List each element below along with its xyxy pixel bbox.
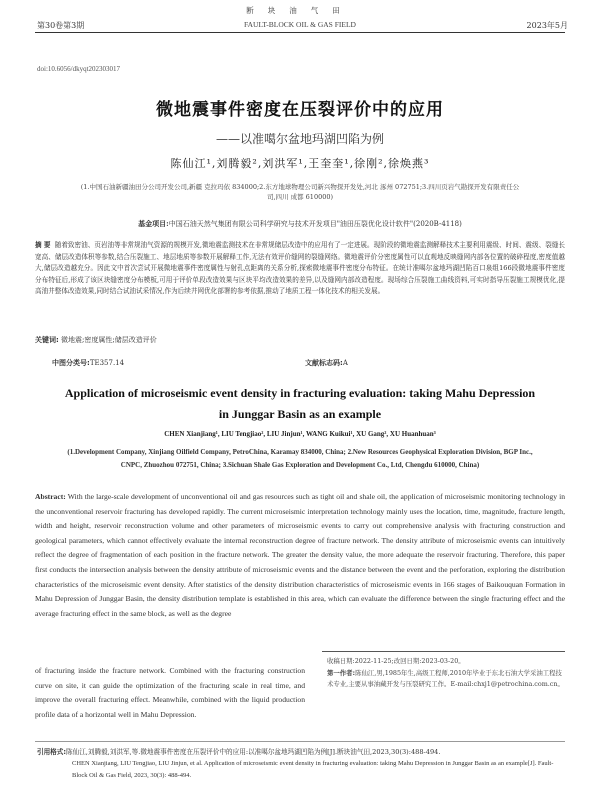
fund-line xyxy=(0,219,600,229)
authors-en: CHEN Xianjiang¹, LIU Tengjiao², LIU Jinjun¹, WANG Kuikui¹, XU Gang², XU Huanhuan³ xyxy=(164,430,436,438)
authors-cn: 陈仙江¹,刘腾毅²,刘洪军¹,王奎奎¹,徐刚²,徐焕燕³ xyxy=(170,157,430,170)
clc-label: 中图分类号: xyxy=(52,359,90,367)
abstract-text-en: With the large-scale development of unconventional oil and gas resources such as tight oil and shale oil, the application of microseismic monitoring technology in the unconventional reservoir fracturing has developed rapidly. The current microseismic interpretation technology mainly uses the location, time, magnitude, fracture length, width and height, reservoir reconstruction volume and other parameters of microseismic events to carry out comprehensive analysis with fracturing construction and geological parameters, which cannot effectively evaluate the internal reconstruction degree of fracture network. The density attribute of microseismic events can intuitively reflect the degree of fragmentation of each position in the fracture network. The greater the density value, the more adequate the reservoir fracturing. Therefore, this paper first conducts the intersection analysis between the density attribute of microseismic events and the distance between the event and the perforation, exploring the distribution characteristics of the microseismic event density. After statistics of the density distribution characteristics of microseismic events in 166 stages of Baikouquan Formation in Mahu Depression of Junggar Basin, the density distribution template is established in this area, which can evaluate the difference between the single fracturing effect and the average fracturing effect in the same block, as well as the degree xyxy=(35,492,565,618)
keywords-label: 关键词: xyxy=(35,336,59,344)
citation-cn xyxy=(37,746,565,756)
affiliation-en: (1.Development Company, Xinjiang Oilfield Company, PetroChina, Karamay 834000, China; 2.New Resources Geophysical Exploration Division, BGP Inc., CNPC, Zhuozhou 072751, China; 3.Sichuan Shale Gas Exploration and Development Co., Ltd, Chengdu 610000, China) xyxy=(67,448,533,469)
citation-divider xyxy=(35,741,565,742)
issue-date: 2023年5月 xyxy=(526,21,568,30)
subtitle-cn: ——以准噶尔盆地玛湖凹陷为例 xyxy=(215,132,384,146)
journal-name-cn: 断块油气田 xyxy=(246,6,354,15)
bio-label: 第一作者: xyxy=(327,668,356,677)
citation-text-cn: 陈仙江,刘腾毅,刘洪军,等.微地震事件密度在压裂评价中的应用:以准噶尔盆地玛湖凹陷为例[J].断块油气田,2023,30(3):488-494. xyxy=(66,748,441,756)
keywords-text: 微地震;密度属性;储层改造评价 xyxy=(61,336,157,344)
abstract-text-cn: 随着致密油、页岩油等非常规油气资源的规模开发,微地震监测技术在非常规储层改造中的应用有了一定进展。现阶段的微地震监测解释技术主要利用震级、时间、震级、裂缝长宽高、储层改造体积等参数,结合压裂施工、地层地质等参数开展解释工作,无法有效评价缝网的裂缝网络。微地震评价分密度属性可以直观地反映缝网内部各位置的破碎程度,密度值越大,储层改造越充分。因此文中首次尝试开展微地震事件密度属性与射孔点距离的关系分析,探索微地震事件密度分布特征。在统计准噶尔盆地玛湖凹陷百口泉组166段微地震事件密度分布特征后,形成了该区块缝密度分布模板,可用于评价单段改造效果与区块平均改造效果的差异,以及缝网内部改造程度。现场综合压裂施工曲线资料,可实时指导压裂施工规模优化,提高油井整体改造效果,同时结合试油试采情况,作为后续井网优化部署的参考依据,推动了地质工程一体化技术的相关发展。 xyxy=(35,241,566,296)
volume-issue: 第30卷第3期 xyxy=(37,21,85,30)
keywords-cn xyxy=(35,335,565,345)
page-title-en: Application of microseismic event density in fracturing evaluation: taking Mahu Depression in Junggar Basin as an example xyxy=(64,386,536,421)
abstract-cn xyxy=(35,240,565,298)
document-code xyxy=(305,358,348,368)
page-title-cn: 微地震事件密度在压裂评价中的应用 xyxy=(156,100,444,120)
journal-name-en: FAULT-BLOCK OIL & GAS FIELD xyxy=(244,20,356,29)
clc-number xyxy=(52,358,124,368)
clc-value: TE357.14 xyxy=(89,359,125,367)
abstract-en xyxy=(35,490,565,621)
abstract-label-cn: 摘 要 xyxy=(35,241,51,249)
doi[interactable]: doi:10.6056/dkyqt202303017 xyxy=(37,65,121,73)
bio-text: 陈仙江,男,1985年生,高级工程师,2010年毕业于东北石油大学采油工程技术专业,主要从事油藏开发与压裂研究工作。E-mail:chxj1@petrochina.com.cn。 xyxy=(327,668,564,689)
doccode-value: A xyxy=(342,359,348,367)
received-date: 收稿日期:2022-11-25;改回日期:2023-03-20。 xyxy=(327,657,465,665)
abstract-label-en: Abstract: xyxy=(35,492,66,501)
fund-label: 基金项目: xyxy=(138,219,169,228)
fund-text: 中国石油天然气集团有限公司科学研究与技术开发项目"油田压裂优化设计软件"(2020B-4118) xyxy=(168,220,462,228)
sidebar-divider xyxy=(322,651,565,652)
article-info-sidebar xyxy=(327,656,565,691)
affiliation-cn: (1.中国石油新疆油田分公司开发公司,新疆 克拉玛依 834000;2.东方地球物理公司新兴物探开发处,河北 涿州 072751;3.四川页岩气勘探开发有限责任公司,四川 成都 610000) xyxy=(80,183,520,201)
abstract-en-continued: of fracturing inside the fracture network. Combined with the fracturing construction curve on site, it can guide the optimization of the fracturing scale in real time, and improve the overall fracturing effect. Meanwhile, combined with the liquid production profile data of a horizontal well in Mahu Depression. xyxy=(35,666,305,719)
header-divider xyxy=(35,32,565,33)
doccode-label: 文献标志码: xyxy=(305,359,343,367)
author-bio xyxy=(327,668,565,691)
citation-en: CHEN Xianjiang, LIU Tengjiao, LIU Jinjun, et al. Application of microseismic event density in fracturing evaluation: taking Mahu Depression in Junggar Basin as an example[J]. Fault-Block Oil & Gas Field, 2023, 30(3): 488-494. xyxy=(72,760,554,779)
citation-label: 引用格式: xyxy=(37,748,67,756)
